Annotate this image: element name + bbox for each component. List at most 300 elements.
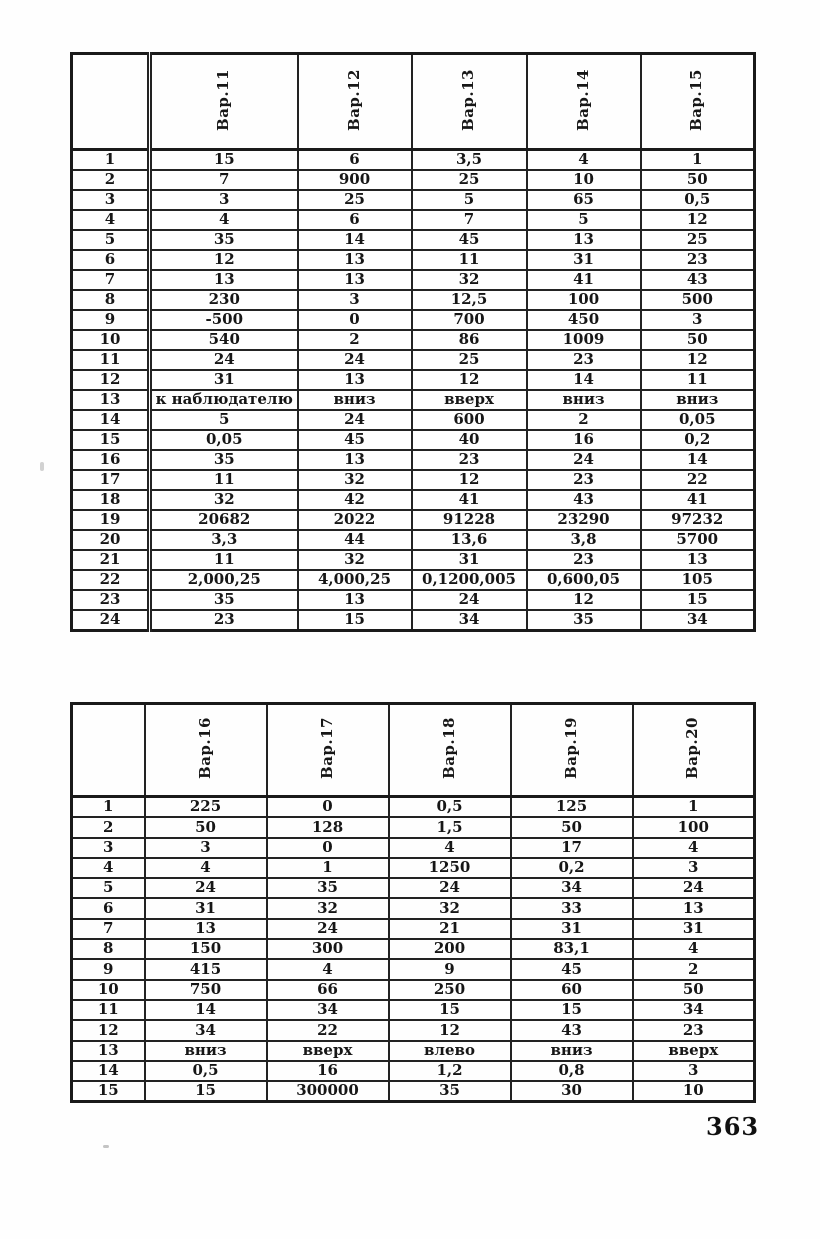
variant-header-cell bbox=[150, 54, 298, 150]
row-number-cell: 21 bbox=[72, 550, 150, 570]
answer-cell: 0 bbox=[267, 838, 389, 858]
answer-cell: 32 bbox=[298, 550, 412, 570]
answer-cell: 4 bbox=[150, 210, 298, 230]
table-row bbox=[72, 550, 755, 570]
table-row bbox=[72, 959, 755, 979]
answer-cell: 35 bbox=[527, 610, 641, 631]
table-row bbox=[72, 170, 755, 190]
answer-cell: 30 bbox=[511, 1081, 633, 1102]
answer-cell: 16 bbox=[527, 430, 641, 450]
table-row bbox=[72, 980, 755, 1000]
answer-cell: 50 bbox=[641, 330, 755, 350]
answer-cell: 13 bbox=[298, 450, 412, 470]
answer-cell: 12 bbox=[641, 210, 755, 230]
answer-cell: 23 bbox=[527, 350, 641, 370]
answer-cell: 2 bbox=[298, 330, 412, 350]
answer-cell: 14 bbox=[298, 230, 412, 250]
answer-cell: 600 bbox=[412, 410, 527, 430]
row-number-cell: 15 bbox=[72, 1081, 145, 1102]
answer-cell: 12,5 bbox=[412, 290, 527, 310]
table-row bbox=[72, 610, 755, 631]
row-number-cell: 4 bbox=[72, 858, 145, 878]
answer-cell: 15 bbox=[511, 1000, 633, 1020]
answer-cell: 13 bbox=[298, 250, 412, 270]
row-number-cell: 8 bbox=[72, 290, 150, 310]
answer-cell: 31 bbox=[150, 370, 298, 390]
answer-cell: 5 bbox=[412, 190, 527, 210]
answer-cell: 1250 bbox=[389, 858, 511, 878]
row-number-cell: 2 bbox=[72, 170, 150, 190]
answer-cell: 25 bbox=[412, 350, 527, 370]
answer-cell: 34 bbox=[633, 1000, 755, 1020]
answer-cell: 50 bbox=[633, 980, 755, 1000]
answer-cell: вниз bbox=[145, 1041, 267, 1061]
table-header bbox=[72, 54, 755, 150]
answer-cell: 4 bbox=[527, 150, 641, 171]
row-number-cell: 11 bbox=[72, 350, 150, 370]
variant-header-label: Вар.12 bbox=[344, 68, 363, 131]
variant-header-cell bbox=[633, 704, 755, 797]
answer-cell: вниз bbox=[527, 390, 641, 410]
row-number-cell: 13 bbox=[72, 1041, 145, 1061]
answer-cell: 25 bbox=[412, 170, 527, 190]
variant-header-label: Вар.11 bbox=[214, 68, 233, 131]
variant-header-label: Вар.19 bbox=[561, 717, 580, 780]
table-row bbox=[72, 350, 755, 370]
row-number-cell: 24 bbox=[72, 610, 150, 631]
answer-cell: 3 bbox=[641, 310, 755, 330]
answer-cell: 34 bbox=[511, 878, 633, 898]
answer-cell: 5 bbox=[150, 410, 298, 430]
answer-cell: 45 bbox=[298, 430, 412, 450]
answer-cell: 31 bbox=[527, 250, 641, 270]
answer-cell: 11 bbox=[150, 550, 298, 570]
table-row bbox=[72, 230, 755, 250]
answer-cell: 13 bbox=[145, 919, 267, 939]
answer-cell: 0,05 bbox=[150, 430, 298, 450]
answer-cell: 128 bbox=[267, 817, 389, 837]
table-row bbox=[72, 510, 755, 530]
corner-cell bbox=[72, 54, 150, 150]
answer-cell: 13 bbox=[298, 590, 412, 610]
row-number-cell: 6 bbox=[72, 898, 145, 918]
header-row bbox=[72, 54, 755, 150]
answer-cell: 22 bbox=[267, 1020, 389, 1040]
row-number-cell: 3 bbox=[72, 838, 145, 858]
variant-header-cell bbox=[298, 54, 412, 150]
table-row bbox=[72, 817, 755, 837]
row-number-cell: 9 bbox=[72, 959, 145, 979]
answer-cell: вниз bbox=[511, 1041, 633, 1061]
answer-cell: 1,2 bbox=[389, 1061, 511, 1081]
row-number-cell: 4 bbox=[72, 210, 150, 230]
answer-cell: 35 bbox=[150, 450, 298, 470]
table-row bbox=[72, 570, 755, 590]
answers-table-variants-16-20 bbox=[70, 702, 756, 1103]
table-row bbox=[72, 270, 755, 290]
answer-cell: вниз bbox=[298, 390, 412, 410]
answer-cell: 3 bbox=[633, 858, 755, 878]
answer-cell: 450 bbox=[527, 310, 641, 330]
answer-cell: 35 bbox=[389, 1081, 511, 1102]
table-body bbox=[72, 150, 755, 631]
row-number-cell: 1 bbox=[72, 797, 145, 818]
answer-cell: 3,3 bbox=[150, 530, 298, 550]
table-row bbox=[72, 1000, 755, 1020]
answer-cell: 750 bbox=[145, 980, 267, 1000]
answer-cell: 250 bbox=[389, 980, 511, 1000]
answer-cell: 50 bbox=[145, 817, 267, 837]
answer-cell: 0,5 bbox=[389, 797, 511, 818]
answer-cell: 97232 bbox=[641, 510, 755, 530]
answer-cell: 0,1200,005 bbox=[412, 570, 527, 590]
answer-cell: 100 bbox=[633, 817, 755, 837]
answer-cell: 11 bbox=[412, 250, 527, 270]
table-header bbox=[72, 704, 755, 797]
answer-cell: 13 bbox=[298, 270, 412, 290]
answer-cell: 40 bbox=[412, 430, 527, 450]
variant-header-label: Вар.18 bbox=[439, 717, 458, 780]
answer-cell: 17 bbox=[511, 838, 633, 858]
answer-cell: 6 bbox=[298, 150, 412, 171]
answer-cell: 105 bbox=[641, 570, 755, 590]
table-row bbox=[72, 290, 755, 310]
answer-cell: 12 bbox=[527, 590, 641, 610]
answer-cell: 14 bbox=[145, 1000, 267, 1020]
answer-cell: 13 bbox=[150, 270, 298, 290]
row-number-cell: 10 bbox=[72, 980, 145, 1000]
answer-cell: вверх bbox=[633, 1041, 755, 1061]
table-row bbox=[72, 210, 755, 230]
answer-cell: 41 bbox=[641, 490, 755, 510]
variant-header-cell bbox=[145, 704, 267, 797]
answer-cell: 3 bbox=[633, 1061, 755, 1081]
table-row bbox=[72, 858, 755, 878]
answer-cell: 24 bbox=[412, 590, 527, 610]
answer-cell: 0,5 bbox=[145, 1061, 267, 1081]
row-number-cell: 14 bbox=[72, 1061, 145, 1081]
answer-cell: 24 bbox=[267, 919, 389, 939]
row-number-cell: 8 bbox=[72, 939, 145, 959]
answer-cell: 4,000,25 bbox=[298, 570, 412, 590]
answer-cell: 4 bbox=[145, 858, 267, 878]
table-row bbox=[72, 1081, 755, 1102]
answer-cell: 66 bbox=[267, 980, 389, 1000]
table-row bbox=[72, 370, 755, 390]
answer-cell: 24 bbox=[145, 878, 267, 898]
table-row bbox=[72, 450, 755, 470]
table-row bbox=[72, 310, 755, 330]
answer-cell: 34 bbox=[412, 610, 527, 631]
answer-cell: 4 bbox=[389, 838, 511, 858]
row-number-cell: 20 bbox=[72, 530, 150, 550]
answer-cell: 415 bbox=[145, 959, 267, 979]
answer-cell: 300 bbox=[267, 939, 389, 959]
row-number-cell: 14 bbox=[72, 410, 150, 430]
answer-cell: 2,000,25 bbox=[150, 570, 298, 590]
corner-cell bbox=[72, 704, 145, 797]
answer-cell: 31 bbox=[511, 919, 633, 939]
answer-cell: 45 bbox=[511, 959, 633, 979]
answer-cell: 12 bbox=[150, 250, 298, 270]
answer-cell: 200 bbox=[389, 939, 511, 959]
answers-table-variants-11-15 bbox=[70, 52, 756, 632]
answer-cell: 22 bbox=[641, 470, 755, 490]
answer-cell: 24 bbox=[150, 350, 298, 370]
table-row bbox=[72, 490, 755, 510]
answer-cell: вверх bbox=[412, 390, 527, 410]
row-number-cell: 3 bbox=[72, 190, 150, 210]
table-row bbox=[72, 898, 755, 918]
answer-cell: вверх bbox=[267, 1041, 389, 1061]
table-row bbox=[72, 838, 755, 858]
answer-cell: 2022 bbox=[298, 510, 412, 530]
answer-cell: 65 bbox=[527, 190, 641, 210]
answer-cell: 10 bbox=[633, 1081, 755, 1102]
answer-cell: 0,2 bbox=[641, 430, 755, 450]
variant-header-label: Вар.13 bbox=[459, 68, 478, 131]
answer-cell: 41 bbox=[412, 490, 527, 510]
answer-cell: 13 bbox=[633, 898, 755, 918]
answer-cell: 7 bbox=[412, 210, 527, 230]
row-number-cell: 23 bbox=[72, 590, 150, 610]
answer-cell: 35 bbox=[150, 590, 298, 610]
table-row bbox=[72, 797, 755, 818]
table-row bbox=[72, 150, 755, 171]
answer-cell: 12 bbox=[641, 350, 755, 370]
answer-cell: 300000 bbox=[267, 1081, 389, 1102]
answer-cell: 24 bbox=[298, 410, 412, 430]
answer-cell: 12 bbox=[389, 1020, 511, 1040]
variant-header-cell bbox=[267, 704, 389, 797]
answer-cell: 15 bbox=[145, 1081, 267, 1102]
answer-cell: 0 bbox=[267, 797, 389, 818]
answer-cell: 60 bbox=[511, 980, 633, 1000]
row-number-cell: 12 bbox=[72, 1020, 145, 1040]
answer-cell: 3 bbox=[150, 190, 298, 210]
row-number-cell: 13 bbox=[72, 390, 150, 410]
answer-cell: 23 bbox=[412, 450, 527, 470]
answer-cell: 31 bbox=[412, 550, 527, 570]
answer-cell: 4 bbox=[267, 959, 389, 979]
answer-cell: 32 bbox=[412, 270, 527, 290]
answer-cell: 14 bbox=[527, 370, 641, 390]
answer-cell: 1,5 bbox=[389, 817, 511, 837]
row-number-cell: 19 bbox=[72, 510, 150, 530]
row-number-cell: 5 bbox=[72, 878, 145, 898]
answer-cell: 20682 bbox=[150, 510, 298, 530]
answer-cell: 15 bbox=[641, 590, 755, 610]
variant-header-label: Вар.20 bbox=[683, 717, 702, 780]
answer-cell: 2 bbox=[633, 959, 755, 979]
answer-cell: 24 bbox=[527, 450, 641, 470]
scan-artifact bbox=[40, 462, 44, 471]
answer-cell: 91228 bbox=[412, 510, 527, 530]
answer-cell: 13 bbox=[527, 230, 641, 250]
answer-cell: 23 bbox=[527, 550, 641, 570]
answer-cell: 1 bbox=[267, 858, 389, 878]
row-number-cell: 10 bbox=[72, 330, 150, 350]
answer-cell: 540 bbox=[150, 330, 298, 350]
answer-cell: 35 bbox=[267, 878, 389, 898]
row-number-cell: 9 bbox=[72, 310, 150, 330]
table-row bbox=[72, 1061, 755, 1081]
answer-cell: 1 bbox=[633, 797, 755, 818]
answer-cell: 86 bbox=[412, 330, 527, 350]
answer-cell: 13 bbox=[641, 550, 755, 570]
answer-cell: 23 bbox=[150, 610, 298, 631]
answer-cell: 0,05 bbox=[641, 410, 755, 430]
row-number-cell: 7 bbox=[72, 270, 150, 290]
answer-cell: 42 bbox=[298, 490, 412, 510]
variant-header-cell bbox=[527, 54, 641, 150]
answer-cell: 11 bbox=[641, 370, 755, 390]
table-row bbox=[72, 390, 755, 410]
answer-cell: 150 bbox=[145, 939, 267, 959]
answer-cell: 34 bbox=[267, 1000, 389, 1020]
answer-cell: 3,5 bbox=[412, 150, 527, 171]
answer-cell: 3 bbox=[145, 838, 267, 858]
answer-cell: 35 bbox=[150, 230, 298, 250]
answer-cell: 13 bbox=[298, 370, 412, 390]
variant-header-cell bbox=[641, 54, 755, 150]
answer-cell: 0,2 bbox=[511, 858, 633, 878]
row-number-cell: 7 bbox=[72, 919, 145, 939]
variant-header-label: Вар.17 bbox=[317, 717, 336, 780]
answer-cell: 15 bbox=[298, 610, 412, 631]
answer-cell: 0,8 bbox=[511, 1061, 633, 1081]
row-number-cell: 16 bbox=[72, 450, 150, 470]
answer-cell: 13,6 bbox=[412, 530, 527, 550]
page-number: 363 bbox=[706, 1112, 760, 1141]
table-row bbox=[72, 250, 755, 270]
variant-header-label: Вар.16 bbox=[195, 717, 214, 780]
answer-cell: вниз bbox=[641, 390, 755, 410]
table-row bbox=[72, 1041, 755, 1061]
variant-header-cell bbox=[412, 54, 527, 150]
answer-cell: 23290 bbox=[527, 510, 641, 530]
table-row bbox=[72, 939, 755, 959]
table-row bbox=[72, 430, 755, 450]
answer-cell: 45 bbox=[412, 230, 527, 250]
answer-cell: 12 bbox=[412, 470, 527, 490]
answer-cell: 41 bbox=[527, 270, 641, 290]
row-number-cell: 6 bbox=[72, 250, 150, 270]
answer-cell: 25 bbox=[298, 190, 412, 210]
answer-cell: 32 bbox=[150, 490, 298, 510]
row-number-cell: 15 bbox=[72, 430, 150, 450]
answer-cell: 4 bbox=[633, 939, 755, 959]
answer-cell: 43 bbox=[511, 1020, 633, 1040]
answer-cell: 5700 bbox=[641, 530, 755, 550]
table-row bbox=[72, 470, 755, 490]
answer-cell: 15 bbox=[150, 150, 298, 171]
answer-cell: к наблюдателю bbox=[150, 390, 298, 410]
answer-cell: 1009 bbox=[527, 330, 641, 350]
answer-cell: 0,600,05 bbox=[527, 570, 641, 590]
answer-cell: 31 bbox=[633, 919, 755, 939]
table-row bbox=[72, 190, 755, 210]
answer-cell: 7 bbox=[150, 170, 298, 190]
answer-cell: 32 bbox=[389, 898, 511, 918]
answer-cell: влево bbox=[389, 1041, 511, 1061]
variant-header-cell bbox=[511, 704, 633, 797]
table-body bbox=[72, 797, 755, 1102]
table-row bbox=[72, 330, 755, 350]
variant-header-cell bbox=[389, 704, 511, 797]
table-row bbox=[72, 530, 755, 550]
table-row bbox=[72, 590, 755, 610]
answer-cell: 23 bbox=[633, 1020, 755, 1040]
answer-cell: 11 bbox=[150, 470, 298, 490]
answer-cell: 44 bbox=[298, 530, 412, 550]
answer-cell: 31 bbox=[145, 898, 267, 918]
answer-cell: 34 bbox=[145, 1020, 267, 1040]
answer-cell: 24 bbox=[633, 878, 755, 898]
table-row bbox=[72, 1020, 755, 1040]
header-row bbox=[72, 704, 755, 797]
row-number-cell: 12 bbox=[72, 370, 150, 390]
answer-cell: 16 bbox=[267, 1061, 389, 1081]
answer-cell: 12 bbox=[412, 370, 527, 390]
answer-cell: 50 bbox=[511, 817, 633, 837]
answer-cell: 225 bbox=[145, 797, 267, 818]
row-number-cell: 11 bbox=[72, 1000, 145, 1020]
answer-cell: 43 bbox=[527, 490, 641, 510]
answer-cell: 125 bbox=[511, 797, 633, 818]
variant-header-label: Вар.15 bbox=[687, 68, 706, 131]
answer-cell: 3 bbox=[298, 290, 412, 310]
answer-cell: 32 bbox=[267, 898, 389, 918]
answer-cell: 10 bbox=[527, 170, 641, 190]
answer-cell: 9 bbox=[389, 959, 511, 979]
answer-cell: 900 bbox=[298, 170, 412, 190]
answer-cell: 0 bbox=[298, 310, 412, 330]
answer-cell: 50 bbox=[641, 170, 755, 190]
scan-artifact bbox=[103, 1145, 109, 1148]
answer-cell: 6 bbox=[298, 210, 412, 230]
answer-cell: 25 bbox=[641, 230, 755, 250]
answer-cell: 3,8 bbox=[527, 530, 641, 550]
answer-cell: 23 bbox=[641, 250, 755, 270]
answer-cell: 700 bbox=[412, 310, 527, 330]
table-row bbox=[72, 410, 755, 430]
answer-cell: 21 bbox=[389, 919, 511, 939]
answer-cell: 43 bbox=[641, 270, 755, 290]
answer-cell: 24 bbox=[298, 350, 412, 370]
answer-cell: 33 bbox=[511, 898, 633, 918]
row-number-cell: 22 bbox=[72, 570, 150, 590]
row-number-cell: 2 bbox=[72, 817, 145, 837]
row-number-cell: 18 bbox=[72, 490, 150, 510]
row-number-cell: 1 bbox=[72, 150, 150, 171]
answer-cell: 0,5 bbox=[641, 190, 755, 210]
answer-cell: 23 bbox=[527, 470, 641, 490]
answer-cell: 32 bbox=[298, 470, 412, 490]
answer-cell: 15 bbox=[389, 1000, 511, 1020]
answer-cell: 14 bbox=[641, 450, 755, 470]
answer-cell: 2 bbox=[527, 410, 641, 430]
answer-cell: -500 bbox=[150, 310, 298, 330]
answer-cell: 34 bbox=[641, 610, 755, 631]
answer-cell: 5 bbox=[527, 210, 641, 230]
row-number-cell: 17 bbox=[72, 470, 150, 490]
answer-cell: 83,1 bbox=[511, 939, 633, 959]
answer-cell: 230 bbox=[150, 290, 298, 310]
variant-header-label: Вар.14 bbox=[573, 68, 592, 131]
answer-cell: 4 bbox=[633, 838, 755, 858]
row-number-cell: 5 bbox=[72, 230, 150, 250]
